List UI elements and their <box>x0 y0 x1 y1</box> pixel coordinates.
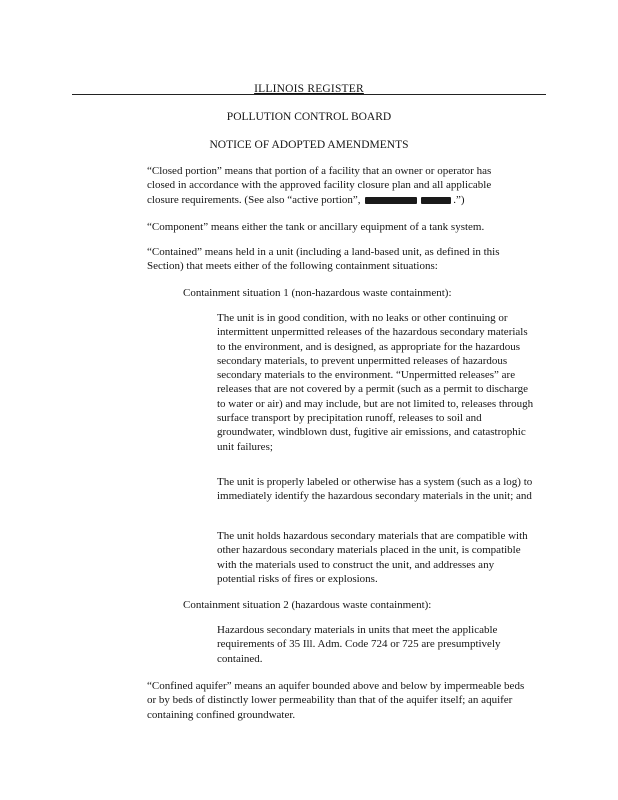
definition-confined-aquifer: “Confined aquifer” means an aquifer bounded above and below by impermeable beds or by beds of distinctly lower permeability than that of the aquifer itself; an aquifer containing confined groundwater. <box>147 680 525 721</box>
redaction-mark <box>421 197 451 204</box>
definition-contained: “Contained” means held in a unit (including a land-based unit, as defined in this Section) that meets either of the following containment situations: <box>147 246 500 273</box>
containment-condition-1: The unit is in good condition, with no leaks or other continuing or intermittent unpermitted releases of the hazardous secondary materials to the environment, and is designed, as appropriate for the hazardous secondary materials, to prevent unpermitted releases of hazardous secondary materials to the environment. “Unpermitted releases” are releases that are not covered by a permit (such as a permit to discharge to water or air) and may include, but are not limited to, releases through surface transport by precipitation runoff, releases to soil and groundwater, windblown dust, fugitive air emissions, and catastrophic unit failures; <box>217 312 534 453</box>
redaction-mark <box>365 197 417 204</box>
containment-condition-2: The unit is properly labeled or otherwise has a system (such as a log) to immediately identify the hazardous secondary materials in the unit; and <box>217 476 533 503</box>
closed-portion-closing: .”) <box>453 193 465 206</box>
containment-situation-2-heading: Containment situation 2 (hazardous waste containment): <box>183 599 432 611</box>
board-title: POLLUTION CONTROL BOARD <box>226 111 392 123</box>
definition-component: “Component” means either the tank or ancillary equipment of a tank system. <box>147 221 485 233</box>
header-rule <box>72 94 546 95</box>
closed-portion-text: “Closed portion” means that portion of a facility that an owner or operator has closed in accordance with the approved facility closure plan and all applicable closure requirements. (See also “active portion”, <box>147 165 492 206</box>
containment-condition-3: The unit holds hazardous secondary materials that are compatible with other hazardous secondary materials placed in the unit, is compatible with the materials used to construct the unit, and addresses any potential risks of fires or explosions. <box>217 530 528 585</box>
containment-situation-1-heading: Containment situation 1 (non-hazardous waste containment): <box>183 287 452 299</box>
containment-situation-2-text: Hazardous secondary materials in units that meet the applicable requirements of 35 Ill. Adm. Code 724 or 725 are presumptively contained. <box>217 624 501 665</box>
definition-closed-portion <box>147 164 519 207</box>
notice-title: NOTICE OF ADOPTED AMENDMENTS <box>209 139 409 151</box>
register-title-text: ILLINOIS REGISTER <box>254 83 364 95</box>
